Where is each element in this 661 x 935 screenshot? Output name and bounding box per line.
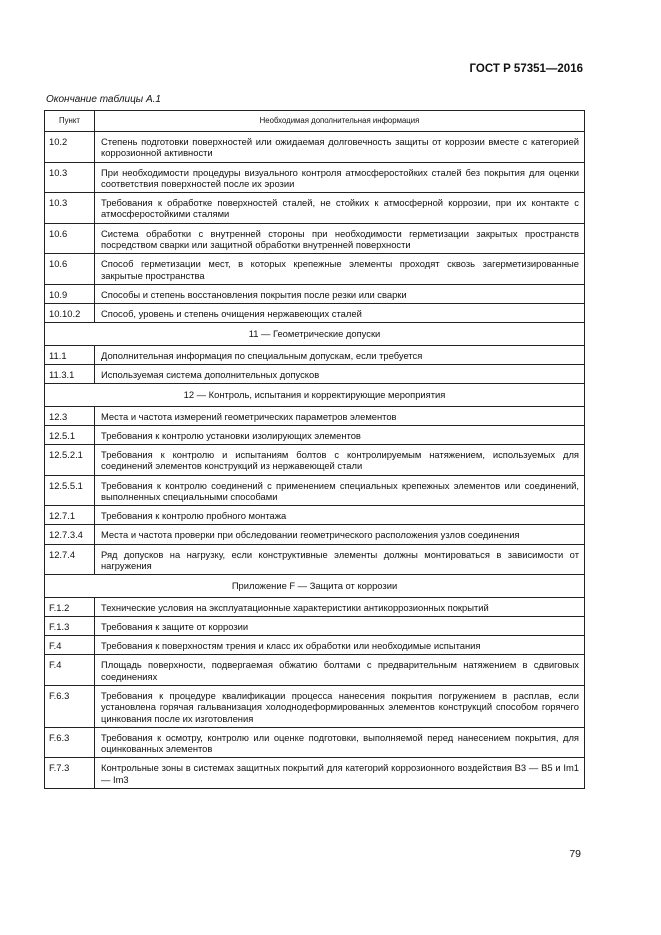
table-row [45, 616, 585, 635]
clause-number: 10.2 [45, 132, 95, 163]
section-heading: Приложение F — Защита от коррозии [45, 575, 585, 597]
required-information: Требования к защите от коррозии [95, 616, 585, 635]
clause-number: 10.6 [45, 254, 95, 285]
required-information: Требования к контролю пробного монтажа [95, 506, 585, 525]
table-row [45, 758, 585, 789]
clause-number: F.6.3 [45, 727, 95, 758]
table-row [45, 636, 585, 655]
required-information: Способы и степень восстановления покрытия после резки или сварки [95, 284, 585, 303]
clause-number: F.1.2 [45, 597, 95, 616]
clause-number: 12.5.5.1 [45, 475, 95, 506]
table-row [45, 406, 585, 425]
clause-number: 10.3 [45, 193, 95, 224]
required-information: Требования к контролю и испытаниям болтов с контролируемым натяжением, используемых для соединений элементов конструкций из нержавеющей стали [95, 445, 585, 476]
required-information: Степень подготовки поверхностей или ожидаемая долговечность защиты от коррозии вместе с категорией коррозионной активности [95, 132, 585, 163]
table-row [45, 345, 585, 364]
table-row [45, 364, 585, 383]
required-information: Ряд допусков на нагрузку, если конструктивные элементы должны монтироваться в зависимости от нагружения [95, 544, 585, 575]
table-row [45, 162, 585, 193]
table-section-row [45, 384, 585, 406]
clause-number: 11.1 [45, 345, 95, 364]
required-information: Требования к контролю соединений с применением специальных крепежных элементов или соединений, выполненных специальными способами [95, 475, 585, 506]
required-information: Система обработки с внутренней стороны при необходимости герметизации закрытых пространств посредством сварки или защитной обработки внутренней поверхности [95, 223, 585, 254]
required-information: Контрольные зоны в системах защитных покрытий для категорий коррозионного воздействия В3 — В5 и Im1 — Im3 [95, 758, 585, 789]
table-row [45, 475, 585, 506]
table-row [45, 132, 585, 163]
clause-number: 10.3 [45, 162, 95, 193]
required-information: Места и частота проверки при обследовании геометрического расположения узлов соединения [95, 525, 585, 544]
table-row [45, 727, 585, 758]
table-row [45, 304, 585, 323]
clause-number: F.1.3 [45, 616, 95, 635]
table-caption: Окончание таблицы А.1 [46, 94, 161, 105]
clause-number: 12.7.4 [45, 544, 95, 575]
document-header: ГОСТ Р 57351—2016 [469, 63, 583, 75]
clause-number: F.4 [45, 655, 95, 686]
table-section-row [45, 575, 585, 597]
table-body [45, 132, 585, 789]
required-information: Площадь поверхности, подвергаемая обжатию болтами с предварительным натяжением в сдвиговых соединениях [95, 655, 585, 686]
clause-number: 12.3 [45, 406, 95, 425]
clause-number: 12.7.1 [45, 506, 95, 525]
clause-number: F.4 [45, 636, 95, 655]
required-information: Способ герметизации мест, в которых крепежные элементы проходят сквозь загерметизированные закрытые пространства [95, 254, 585, 285]
required-information: Дополнительная информация по специальным допускам, если требуется [95, 345, 585, 364]
table-header-row [45, 111, 585, 132]
table-row [45, 597, 585, 616]
table-row [45, 223, 585, 254]
section-heading: 11 — Геометрические допуски [45, 323, 585, 345]
clause-number: 12.7.3.4 [45, 525, 95, 544]
clause-number: 11.3.1 [45, 364, 95, 383]
table-row [45, 506, 585, 525]
table-row [45, 193, 585, 224]
clause-number: F.6.3 [45, 686, 95, 728]
clause-number: 10.10.2 [45, 304, 95, 323]
table-row [45, 525, 585, 544]
column-header-clause: Пункт [45, 111, 95, 132]
column-header-information: Необходимая дополнительная информация [95, 111, 585, 132]
table-row [45, 425, 585, 444]
table-row [45, 544, 585, 575]
required-information: Используемая система дополнительных допусков [95, 364, 585, 383]
required-information: Требования к осмотру, контролю или оценке подготовки, выполняемой перед нанесением покрытия, для оцинкованных элементов [95, 727, 585, 758]
clause-number: 10.6 [45, 223, 95, 254]
table-row [45, 284, 585, 303]
table-row [45, 686, 585, 728]
clause-number: 12.5.2.1 [45, 445, 95, 476]
required-information: Технические условия на эксплуатационные характеристики антикоррозионных покрытий [95, 597, 585, 616]
clause-number: 12.5.1 [45, 425, 95, 444]
table-row [45, 445, 585, 476]
section-heading: 12 — Контроль, испытания и корректирующие мероприятия [45, 384, 585, 406]
page-number: 79 [569, 848, 581, 860]
required-information: Способ, уровень и степень очищения нержавеющих сталей [95, 304, 585, 323]
requirements-table [44, 110, 585, 789]
clause-number: F.7.3 [45, 758, 95, 789]
required-information: Требования к контролю установки изолирующих элементов [95, 425, 585, 444]
table-row [45, 254, 585, 285]
required-information: Требования к поверхностям трения и класс их обработки или необходимые испытания [95, 636, 585, 655]
required-information: Места и частота измерений геометрических параметров элементов [95, 406, 585, 425]
required-information: Требования к обработке поверхностей сталей, не стойких к атмосферной коррозии, при их контакте с атмосферостойкими сталями [95, 193, 585, 224]
clause-number: 10.9 [45, 284, 95, 303]
table-row [45, 655, 585, 686]
required-information: При необходимости процедуры визуального контроля атмосферостойких сталей без покрытия для оценки соответствия поверхностей после их эрозии [95, 162, 585, 193]
table-section-row [45, 323, 585, 345]
required-information: Требования к процедуре квалификации процесса нанесения покрытия погружением в расплав, если установлена горячая гальванизация холоднодеформированных элементов конструкций способом горячего цинкования после их изготовления [95, 686, 585, 728]
